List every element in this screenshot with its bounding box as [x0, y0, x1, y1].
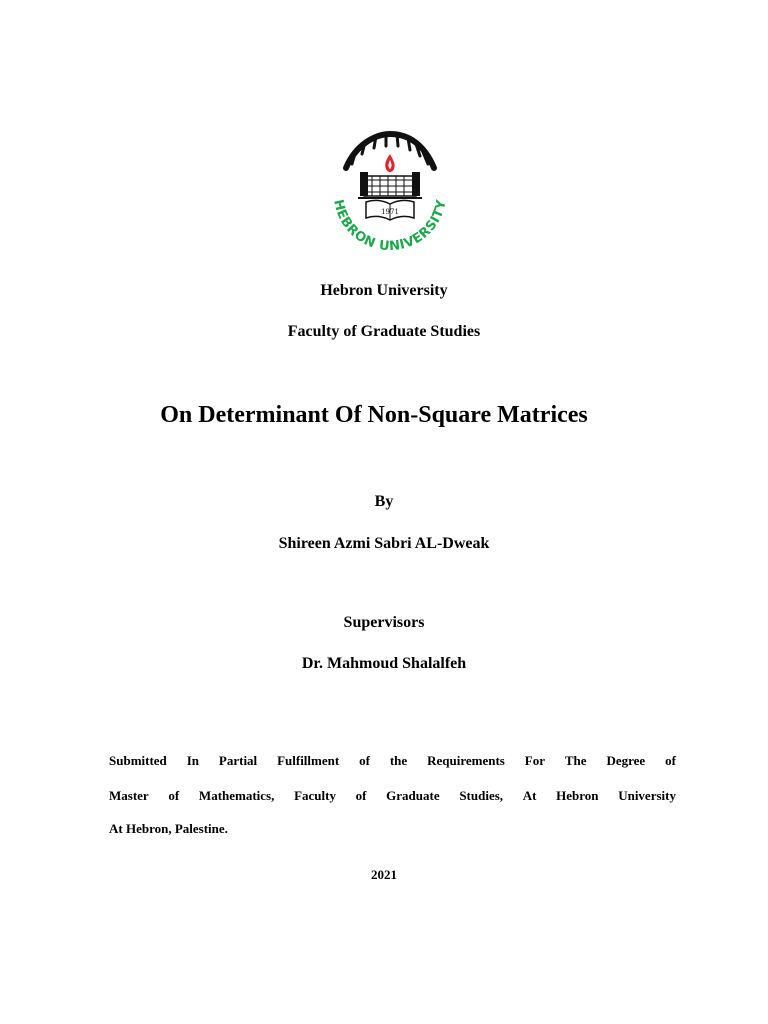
by-label: By	[374, 493, 394, 510]
submission-line-2: Master of Mathematics, Faculty of Graduate Studies, At Hebron University	[109, 788, 676, 803]
thesis-title: On Determinant Of Non-Square Matrices	[160, 402, 588, 428]
submission-year: 2021	[371, 867, 397, 882]
faculty-name: Faculty of Graduate Studies	[287, 323, 481, 340]
building-icon	[358, 172, 422, 198]
university-name: Hebron University	[320, 282, 448, 299]
hebron-university-logo	[316, 124, 464, 254]
submission-line-1: Submitted In Partial Fulfillment of the Requirements For The Degree of	[109, 753, 676, 768]
submission-line-3: At Hebron, Palestine.	[109, 821, 228, 836]
open-book-icon	[366, 200, 414, 220]
flame-icon	[385, 154, 394, 172]
supervisor-name: Dr. Mahmoud Shalalfeh	[301, 655, 467, 672]
supervisors-label: Supervisors	[343, 614, 425, 631]
left-crescent-icon	[329, 182, 338, 200]
author-name: Shireen Azmi Sabri AL-Dweak	[278, 535, 490, 552]
right-crescent-icon	[442, 182, 451, 200]
logo-english-text: HEBRON UNIVERSITY	[330, 198, 450, 254]
logo-year: 1971	[381, 208, 399, 216]
